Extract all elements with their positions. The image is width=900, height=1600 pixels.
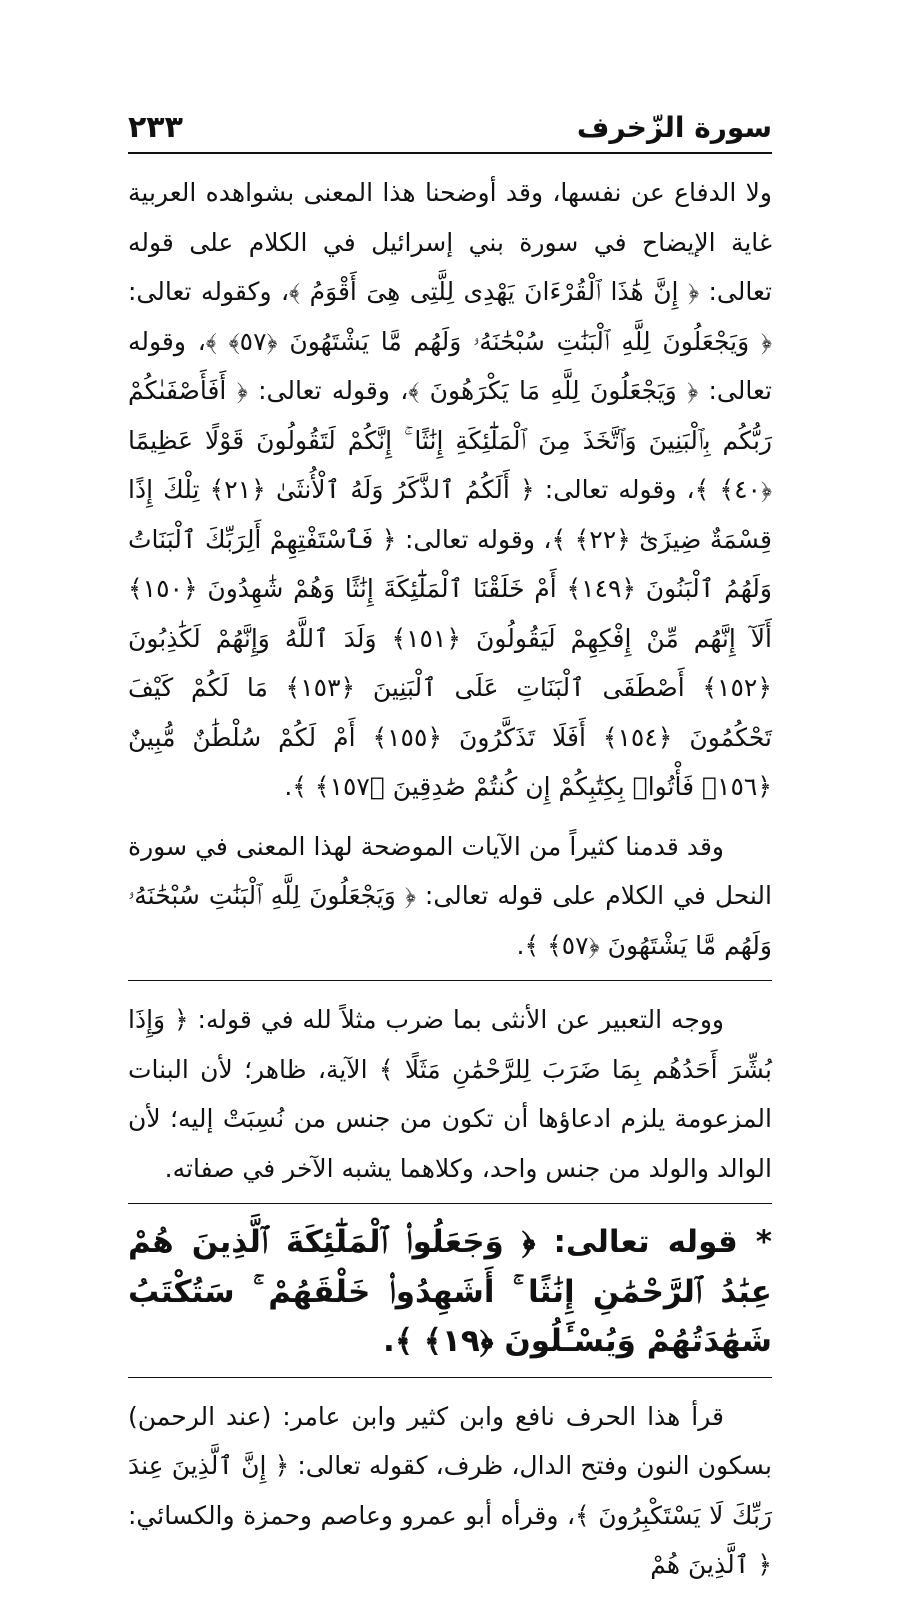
heading-verse: ﴿ وَجَعَلُوا۟ ٱلْمَلَٰٓئِكَةَ ٱلَّذِينَ هُمْ عِبَٰدُ ٱلرَّحْمَٰنِ إِنَٰثًا ۚ أَشَهِدُوا۟ خَلْقَهُمْ ۚ سَتُكْتَبُ شَهَٰدَتُهُمْ وَيُسْـَٔلُونَ ﴿١٩﴾ ﴾. (128, 1224, 772, 1359)
divider (128, 980, 772, 981)
paragraph-2: وقد قدمنا كثيراً من الآيات الموضحة لهذا المعنى في سورة النحل في الكلام على قوله تعالى: ﴿ وَيَجْعَلُونَ لِلَّهِ ٱلْبَنَٰتِ سُبْحَٰنَهُۥ وَلَهُم مَّا يَشْتَهُونَ ﴿٥٧﴾ ﴾. (128, 831, 772, 960)
divider (128, 1203, 772, 1204)
heading-label: قوله تعالى: (553, 1224, 738, 1260)
page-number: ٢٣٣ (128, 109, 183, 145)
page-body (128, 168, 772, 1600)
verse-heading (128, 1218, 772, 1367)
surah-title: سورة الزّخرف (576, 110, 772, 144)
star-marker: * (755, 1224, 772, 1260)
divider (128, 1377, 772, 1378)
paragraph-3: ووجه التعبير عن الأنثى بما ضرب مثلاً لله في قوله: ﴿ وَإِذَا بُشِّرَ أَحَدُهُم بِمَا ضَرَبَ لِلرَّحْمَٰنِ مَثَلًا ﴾ الآية، ظاهر؛ لأن البنات المزعومة يلزم ادعاؤها أن تكون من جنس من نُسِبَتْ إليه؛ لأن الوالد والولد من جنس واحد، وكلاهما يشبه الآخر في صفاته. (128, 1005, 772, 1183)
page-header (128, 102, 772, 154)
paragraph-1: ولا الدفاع عن نفسها، وقد أوضحنا هذا المعنى بشواهده العربية غاية الإيضاح في سورة بني إسرائيل في الكلام على قوله تعالى: ﴿ إِنَّ هَٰذَا ٱلْقُرْءَانَ يَهْدِى لِلَّتِى هِىَ أَقْوَمُ ﴾، وكقوله تعالى: ﴿ وَيَجْعَلُونَ لِلَّهِ ٱلْبَنَٰتِ سُبْحَٰنَهُۥ وَلَهُم مَّا يَشْتَهُونَ ﴿٥٧﴾ ﴾، وقوله تعالى: ﴿ وَيَجْعَلُونَ لِلَّهِ مَا يَكْرَهُونَ ﴾، وقوله تعالى: ﴿ أَفَأَصْفَىٰكُمْ رَبُّكُم بِٱلْبَنِينَ وَٱتَّخَذَ مِنَ ٱلْمَلَٰٓئِكَةِ إِنَٰثًا ۚ إِنَّكُمْ لَتَقُولُونَ قَوْلًا عَظِيمًا ﴿٤٠﴾ ﴾، وقوله تعالى: ﴿ أَلَكُمُ ٱلذَّكَرُ وَلَهُ ٱلْأُنثَىٰ ﴿٢١﴾ تِلْكَ إِذًا قِسْمَةٌ ضِيزَىٰٓ ﴿٢٢﴾ ﴾، وقوله تعالى: ﴿ فَٱسْتَفْتِهِمْ أَلِرَبِّكَ ٱلْبَنَاتُ وَلَهُمُ ٱلْبَنُونَ ﴿١٤٩﴾ أَمْ خَلَقْنَا ٱلْمَلَٰٓئِكَةَ إِنَٰثًا وَهُمْ شَٰهِدُونَ ﴿١٥٠﴾ أَلَآ إِنَّهُم مِّنْ إِفْكِهِمْ لَيَقُولُونَ ﴿١٥١﴾ وَلَدَ ٱللَّهُ وَإِنَّهُمْ لَكَٰذِبُونَ ﴿١٥٢﴾ أَصْطَفَى ٱلْبَنَاتِ عَلَى ٱلْبَنِينَ ﴿١٥٣﴾ مَا لَكُمْ كَيْفَ تَحْكُمُونَ ﴿١٥٤﴾ أَفَلَا تَذَكَّرُونَ ﴿١٥٥﴾ أَمْ لَكُمْ سُلْطَٰنٌ مُّبِينٌ ﴿١٥٦﴾ فَأْتُوا۟ بِكِتَٰبِكُمْ إِن كُنتُمْ صَٰدِقِينَ ﴿١٥٧﴾ ﴾. (128, 178, 772, 801)
paragraph-4: قرأ هذا الحرف نافع وابن كثير وابن عامر: (عند الرحمن) بسكون النون وفتح الدال، ظرف، كقوله تعالى: ﴿ إِنَّ ٱلَّذِينَ عِندَ رَبِّكَ لَا يَسْتَكْبِرُونَ ﴾، وقرأه أبو عمرو وعاصم وحمزة والكسائي: ﴿ ٱلَّذِينَ هُمْ (128, 1401, 772, 1579)
